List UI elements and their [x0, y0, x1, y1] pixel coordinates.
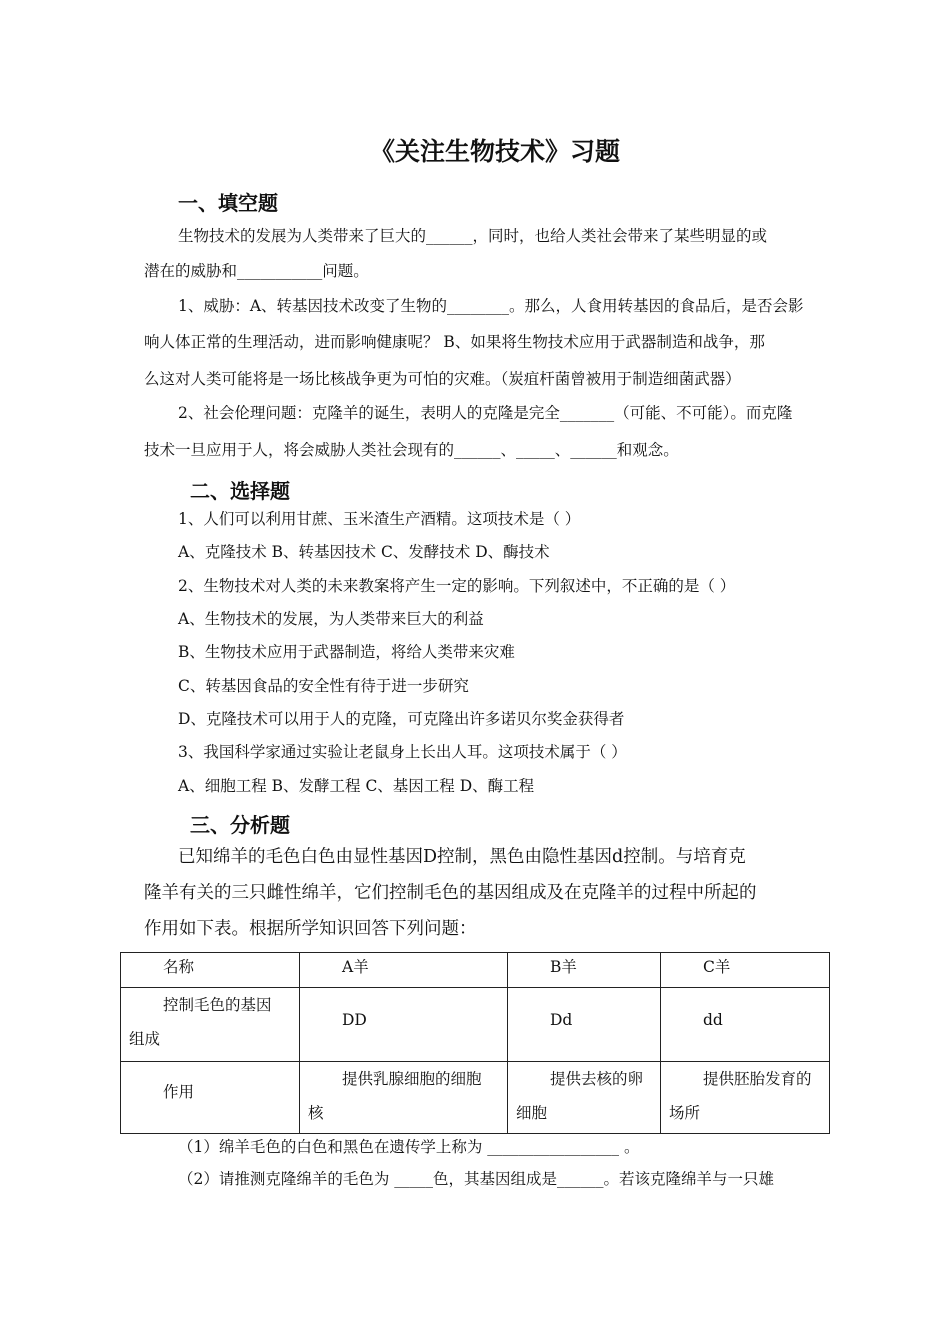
option-line: A、生物技术的发展，为人类带来巨大的利益 — [178, 610, 484, 628]
header-name: 名称 — [163, 958, 195, 976]
role-a: 核 — [308, 1104, 324, 1122]
table-cell — [300, 988, 508, 1062]
question-line: 3、我国科学家通过实验让老鼠身上长出人耳。这项技术属于（ ） — [178, 743, 627, 761]
question-line: （1）绵羊毛色的白色和黑色在遗传学上称为 _________________ 。 — [178, 1138, 640, 1156]
question-line: 2、生物技术对人类的未来教案将产生一定的影响。下列叙述中，不正确的是（ ） — [178, 577, 736, 595]
option-line: B、生物技术应用于武器制造，将给人类带来灾难 — [178, 643, 515, 661]
table-cell — [508, 953, 661, 988]
paragraph-line: 作用如下表。根据所学知识回答下列问题： — [144, 919, 477, 939]
role-c: 提供胚胎发育的 — [703, 1070, 812, 1088]
section-heading-analysis: 三、分析题 — [190, 813, 290, 837]
paragraph-line: 技术一旦应用于人，将会威胁人类社会现有的______、_____、______和观念。 — [144, 441, 679, 459]
table-cell — [661, 1062, 830, 1134]
genotype-c: dd — [703, 1011, 723, 1029]
paragraph-line: 已知绵羊的毛色白色由显性基因D控制，黑色由隐性基因d控制。与培育克 — [178, 847, 746, 867]
table-cell — [508, 988, 661, 1062]
paragraph-line: 潜在的威胁和___________问题。 — [144, 262, 369, 280]
paragraph-line: 生物技术的发展为人类带来了巨大的______，同时，也给人类社会带来了某些明显的或 — [178, 227, 768, 245]
section-heading-fill: 一、填空题 — [178, 191, 278, 215]
paragraph-line: 1、威胁：A、转基因技术改变了生物的________。那么，人食用转基因的食品后，是否会影 — [178, 297, 804, 315]
table-cell — [300, 1062, 508, 1134]
row-label: 作用 — [163, 1083, 195, 1101]
table-cell — [661, 988, 830, 1062]
option-line: A、细胞工程 B、发酵工程 C、基因工程 D、酶工程 — [178, 777, 535, 795]
role-b: 细胞 — [516, 1104, 548, 1122]
role-b: 提供去核的卵 — [550, 1070, 644, 1088]
table-cell — [508, 1062, 661, 1134]
option-line: C、转基因食品的安全性有待于进一步研究 — [178, 677, 469, 695]
genotype-a: DD — [342, 1011, 367, 1029]
table-cell — [121, 988, 300, 1062]
option-line: D、克隆技术可以用于人的克隆，可克隆出许多诺贝尔奖金获得者 — [178, 710, 625, 728]
table-row — [121, 988, 830, 1062]
header-b: B羊 — [550, 958, 577, 976]
role-a: 提供乳腺细胞的细胞 — [342, 1070, 482, 1088]
role-c: 场所 — [669, 1104, 701, 1122]
paragraph-line: 2、社会伦理问题：克隆羊的诞生，表明人的克隆是完全_______（可能、不可能）。而克隆 — [178, 404, 793, 422]
option-line: A、克隆技术 B、转基因技术 C、发酵技术 D、酶技术 — [178, 543, 550, 561]
genotype-b: Dd — [550, 1011, 573, 1029]
genotype-table — [120, 952, 830, 1134]
paragraph-line: 响人体正常的生理活动，进而影响健康呢？ B、如果将生物技术应用于武器制造和战争，那 — [144, 333, 765, 351]
row-label: 组成 — [129, 1030, 161, 1048]
page-title: 《关注生物技术》习题 — [369, 137, 620, 166]
table-cell — [300, 953, 508, 988]
row-label: 控制毛色的基因 — [163, 996, 272, 1014]
table-cell — [661, 953, 830, 988]
question-line: （2）请推测克隆绵羊的毛色为 _____色，其基因组成是______。若该克隆绵羊与一只雄 — [178, 1170, 775, 1188]
table-cell — [121, 953, 300, 988]
section-heading-choice: 二、选择题 — [190, 479, 290, 503]
table-row — [121, 1062, 830, 1134]
paragraph-line: 么这对人类可能将是一场比核战争更为可怕的灾难。（炭疽杆菌曾被用于制造细菌武器） — [144, 370, 741, 388]
header-a: A羊 — [342, 958, 369, 976]
paragraph-line: 隆羊有关的三只雌性绵羊，它们控制毛色的基因组成及在克隆羊的过程中所起的 — [144, 883, 757, 903]
question-line: 1、人们可以利用甘蔗、玉米渣生产酒精。这项技术是（ ） — [178, 510, 581, 528]
table-row — [121, 953, 830, 988]
header-c: C羊 — [703, 958, 731, 976]
table-cell — [121, 1062, 300, 1134]
